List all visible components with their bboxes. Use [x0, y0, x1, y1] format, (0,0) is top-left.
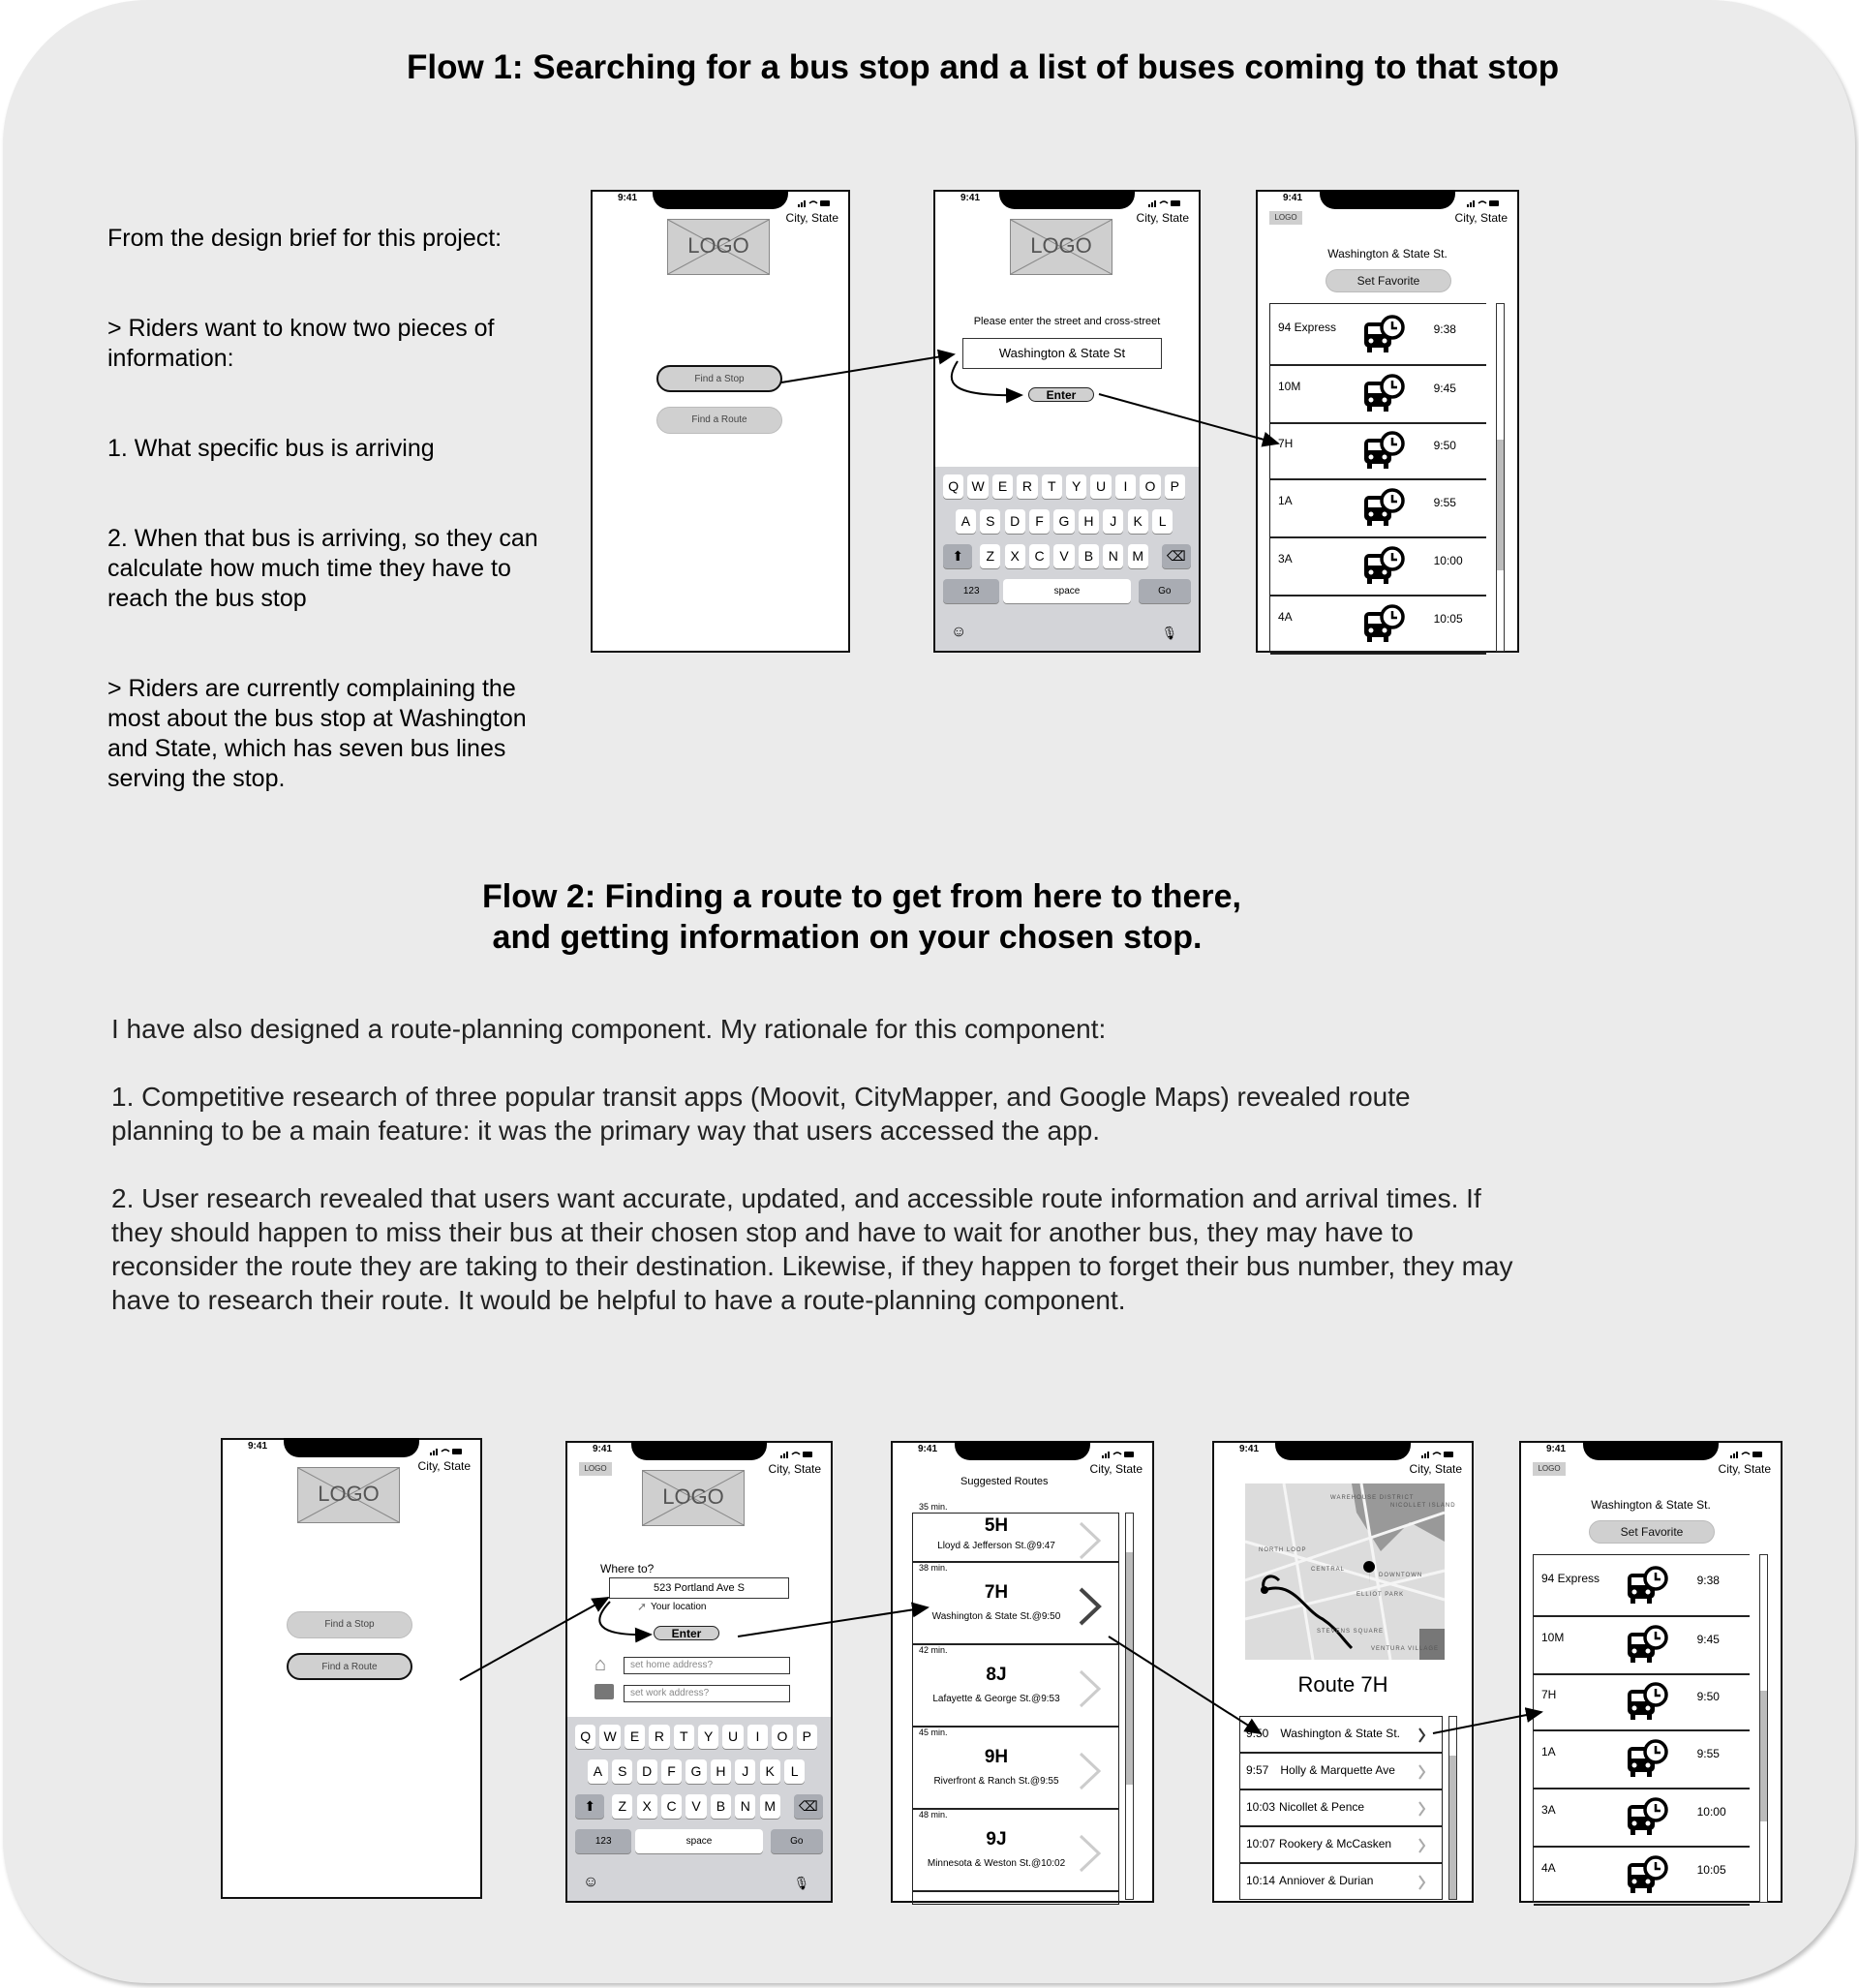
key[interactable]: Y	[1066, 474, 1086, 499]
num-key[interactable]: 123	[575, 1829, 631, 1853]
key[interactable]: M	[760, 1794, 780, 1819]
map-label: CENTRAL	[1311, 1567, 1346, 1573]
logo-text: LOGO	[318, 1482, 380, 1506]
key[interactable]: P	[797, 1725, 817, 1749]
brief-item-2: 2. When that bus is arriving, so they can calculate how much time they have to reach the bus stop	[107, 525, 538, 612]
boarding-stop: Lloyd & Jefferson St.@9:47	[937, 1541, 1055, 1551]
key[interactable]: E	[625, 1725, 645, 1749]
emoji-icon[interactable]: ☺	[583, 1874, 599, 1890]
key[interactable]: Z	[980, 544, 1000, 568]
key[interactable]: T	[1042, 474, 1062, 499]
trip-duration: 35 min.	[919, 1502, 948, 1512]
route-name: 7H	[984, 1582, 1009, 1603]
go-key[interactable]: Go	[771, 1829, 823, 1853]
stop-time: 10:14	[1246, 1874, 1276, 1887]
boarding-stop: Lafayette & George St.@9:53	[932, 1694, 1060, 1704]
flow1-title: Flow 1: Searching for a bus stop and a list of buses coming to that stop	[407, 48, 1560, 86]
brief-item-1: 1. What specific bus is arriving	[107, 435, 435, 462]
stop-name: Nicollet & Pence	[1279, 1800, 1365, 1814]
key[interactable]: X	[637, 1794, 657, 1819]
route-title: Route 7H	[1297, 1672, 1388, 1697]
location-label: City, State	[1136, 211, 1189, 225]
status-time: 9:41	[248, 1441, 268, 1452]
map-label: NICOLLET ISLAND	[1390, 1503, 1456, 1509]
trip-duration: 48 min.	[919, 1810, 948, 1820]
map-label: ELLIOT PARK	[1356, 1592, 1405, 1598]
stop-time: 10:03	[1246, 1800, 1276, 1814]
key[interactable]: W	[599, 1725, 620, 1749]
go-key[interactable]: Go	[1139, 579, 1191, 603]
backspace-key[interactable]: ⌫	[794, 1794, 823, 1819]
boarding-stop: Riverfront & Ranch St.@9:55	[933, 1776, 1059, 1787]
arrival-time: 10:00	[1696, 1805, 1726, 1819]
find-stop-button[interactable]: Find a Stop	[287, 1611, 412, 1638]
key[interactable]: U	[722, 1725, 743, 1749]
route-number: 94 Express	[1541, 1572, 1600, 1585]
key[interactable]: N	[735, 1794, 755, 1819]
arrival-time: 9:55	[1696, 1747, 1720, 1760]
key[interactable]: V	[686, 1794, 706, 1819]
stop-search-input[interactable]: Washington & State St	[962, 338, 1162, 369]
key[interactable]: A	[956, 509, 976, 534]
route-name: 9J	[986, 1829, 1007, 1850]
route-number: 4A	[1541, 1861, 1556, 1875]
key[interactable]: S	[612, 1759, 632, 1784]
brief-intro: From the design brief for this project:	[107, 225, 503, 252]
boarding-stop: Washington & State St.@9:50	[931, 1611, 1061, 1622]
key[interactable]: N	[1103, 544, 1123, 568]
stop-name: Washington & State St.	[1280, 1727, 1400, 1740]
shift-key[interactable]: ⬆	[943, 544, 972, 568]
brief-point-1: > Riders want to know two pieces of information:	[107, 315, 495, 372]
route-number: 10M	[1278, 380, 1301, 393]
arrival-time: 9:50	[1433, 439, 1456, 452]
logo-text: LOGO	[1030, 233, 1092, 258]
arrow-find-route-to-search	[460, 1598, 608, 1680]
boarding-stop: Minnesota & Weston St.@10:02	[927, 1858, 1066, 1869]
home-icon: ⌂	[594, 1654, 607, 1675]
num-key[interactable]: 123	[943, 579, 999, 603]
route-number: 7H	[1541, 1688, 1557, 1701]
location-label: City, State	[417, 1459, 471, 1473]
key[interactable]: V	[1053, 544, 1074, 568]
emoji-icon[interactable]: ☺	[951, 624, 967, 640]
location-label: City, State	[1454, 211, 1508, 225]
location-label: City, State	[1718, 1462, 1771, 1476]
key[interactable]: L	[1152, 509, 1173, 534]
find-route-button[interactable]: Find a Route	[287, 1653, 412, 1680]
arrival-time: 10:00	[1433, 554, 1463, 567]
rationale-point-1: 1. Competitive research of three popular transit apps (Moovit, CityMapper, and Google Maps) revealed route planning to be a main feature: it was the primary way that users accessed the app.	[111, 1082, 1411, 1146]
status-time: 9:41	[1546, 1444, 1567, 1454]
key[interactable]: I	[747, 1725, 768, 1749]
map-label: WAREHOUSE DISTRICT	[1330, 1495, 1415, 1501]
arrow-stop-to-detail	[1433, 1712, 1541, 1733]
key[interactable]: K	[1128, 509, 1148, 534]
search-prompt: Please enter the street and cross-street	[973, 316, 1161, 327]
small-logo: LOGO	[1533, 1462, 1566, 1476]
key[interactable]: F	[661, 1759, 682, 1784]
location-arrow-icon: ➚	[637, 1600, 648, 1613]
location-label: City, State	[1089, 1462, 1143, 1476]
key[interactable]: G	[1053, 509, 1074, 534]
arrival-time: 9:38	[1696, 1574, 1720, 1587]
key[interactable]: C	[1029, 544, 1050, 568]
arrow-enter-to-suggested	[738, 1607, 928, 1636]
stop-name: Washington & State St.	[1327, 247, 1448, 260]
location-label: City, State	[1409, 1462, 1462, 1476]
key[interactable]: D	[1005, 509, 1025, 534]
microphone-icon[interactable]: 🎙	[1161, 626, 1177, 640]
key[interactable]: K	[760, 1759, 780, 1784]
key[interactable]: W	[967, 474, 988, 499]
stop-time: 9:50	[1246, 1727, 1269, 1740]
key[interactable]: D	[637, 1759, 657, 1784]
small-logo: LOGO	[1269, 211, 1302, 225]
key[interactable]: X	[1005, 544, 1025, 568]
map-label: DOWNTOWN	[1379, 1573, 1423, 1578]
status-time: 9:41	[1283, 193, 1303, 203]
key[interactable]: U	[1090, 474, 1111, 499]
find-route-button[interactable]: Find a Route	[656, 407, 782, 434]
where-to-label: Where to?	[600, 1562, 655, 1575]
status-time: 9:41	[918, 1444, 938, 1454]
key[interactable]: B	[1079, 544, 1099, 568]
set-favorite-button[interactable]: Set Favorite	[1589, 1520, 1715, 1544]
key[interactable]: R	[649, 1725, 669, 1749]
key[interactable]: R	[1017, 474, 1037, 499]
key[interactable]: F	[1029, 509, 1050, 534]
destination-input[interactable]: 523 Portland Ave S	[609, 1577, 789, 1599]
status-time: 9:41	[593, 1444, 613, 1454]
arrow-curve-to-enter	[952, 361, 1021, 395]
trip-duration: 45 min.	[919, 1728, 948, 1737]
flow2-title-line1: Flow 2: Finding a route to get from here to there,	[482, 878, 1241, 915]
key[interactable]: L	[784, 1759, 805, 1784]
your-location-label[interactable]: Your location	[651, 1602, 707, 1612]
route-number: 94 Express	[1278, 321, 1337, 334]
brief-point-2: > Riders are currently complaining the most about the bus stop at Washington and State, which has seven bus lines serving the stop.	[107, 675, 527, 792]
small-logo: LOGO	[579, 1462, 612, 1476]
arrival-time: 9:50	[1696, 1690, 1720, 1703]
key[interactable]: Z	[612, 1794, 632, 1819]
enter-button[interactable]: Enter	[1028, 387, 1094, 402]
home-address-input[interactable]: set home address?	[624, 1657, 790, 1674]
key[interactable]: S	[980, 509, 1000, 534]
key[interactable]: A	[588, 1759, 608, 1784]
route-name: 5H	[984, 1515, 1009, 1536]
microphone-icon[interactable]: 🎙	[793, 1876, 809, 1890]
flow2-title-line2: and getting information on your chosen stop.	[492, 919, 1203, 956]
key[interactable]: B	[711, 1794, 731, 1819]
space-key[interactable]: space	[635, 1829, 762, 1853]
location-label: City, State	[785, 211, 838, 225]
stop-name: Washington & State St.	[1591, 1498, 1711, 1512]
suggested-routes-title: Suggested Routes	[960, 1476, 1049, 1487]
backspace-key[interactable]: ⌫	[1162, 544, 1191, 568]
arrival-time: 10:05	[1433, 612, 1463, 626]
shift-key[interactable]: ⬆	[575, 1794, 604, 1819]
arrow-curve-to-enter-2	[599, 1602, 651, 1635]
find-stop-button[interactable]: Find a Stop	[656, 365, 782, 392]
route-number: 1A	[1541, 1745, 1556, 1759]
key[interactable]: H	[711, 1759, 731, 1784]
stop-time: 9:57	[1246, 1763, 1269, 1777]
key[interactable]: O	[1140, 474, 1160, 499]
map-label: VENTURA VILLAGE	[1371, 1646, 1440, 1652]
route-number: 4A	[1278, 610, 1293, 624]
route-number: 1A	[1278, 494, 1293, 507]
stop-name: Holly & Marquette Ave	[1280, 1763, 1395, 1777]
enter-button[interactable]: Enter	[654, 1626, 719, 1640]
rationale-intro: I have also designed a route-planning component. My rationale for this component:	[111, 1014, 1107, 1044]
key[interactable]: E	[992, 474, 1013, 499]
work-address-input[interactable]: set work address?	[624, 1685, 790, 1702]
map-label: NORTH LOOP	[1259, 1547, 1307, 1553]
route-number: 10M	[1541, 1631, 1565, 1644]
key[interactable]: Y	[698, 1725, 718, 1749]
key[interactable]: G	[686, 1759, 706, 1784]
route-number: 3A	[1541, 1803, 1556, 1817]
arrival-time: 10:05	[1696, 1863, 1726, 1877]
stop-time: 10:07	[1246, 1837, 1276, 1850]
rationale-point-2: 2. User research revealed that users want accurate, updated, and accessible route information and arrival times. If they should happen to miss their bus at their chosen stop and have to wait for another bus, they may have to reconsider the route they are taking to their destination. Likewise, if they happen to forget their bus number, they may have to research their route. It would be helpful to have a route-planning component.	[111, 1183, 1513, 1315]
arrival-time: 9:38	[1433, 322, 1456, 336]
status-time: 9:41	[1239, 1444, 1260, 1454]
key[interactable]: C	[661, 1794, 682, 1819]
key[interactable]: P	[1165, 474, 1185, 499]
arrow-7h-to-route	[1109, 1636, 1261, 1733]
stop-name: Anniover & Durian	[1279, 1874, 1374, 1887]
map-label: STEVENS SQUARE	[1317, 1629, 1385, 1635]
key[interactable]: O	[772, 1725, 792, 1749]
arrival-time: 9:45	[1433, 382, 1456, 395]
route-name: 9H	[984, 1747, 1009, 1767]
location-label: City, State	[768, 1462, 821, 1476]
space-key[interactable]: space	[1003, 579, 1130, 603]
key[interactable]: M	[1128, 544, 1148, 568]
key[interactable]: Q	[575, 1725, 595, 1749]
set-favorite-button[interactable]: Set Favorite	[1326, 269, 1451, 292]
key[interactable]: J	[735, 1759, 755, 1784]
key[interactable]: Q	[943, 474, 963, 499]
key[interactable]: T	[674, 1725, 694, 1749]
route-name: 8J	[986, 1665, 1007, 1685]
arrow-find-stop-to-search	[781, 354, 954, 382]
key[interactable]: J	[1103, 509, 1123, 534]
arrow-enter-to-7h	[1099, 394, 1278, 443]
key[interactable]: I	[1115, 474, 1136, 499]
logo-text: LOGO	[687, 233, 749, 258]
route-number: 3A	[1278, 552, 1293, 566]
arrival-time: 9:45	[1696, 1633, 1720, 1646]
logo-text: LOGO	[662, 1484, 724, 1509]
key[interactable]: H	[1079, 509, 1099, 534]
status-time: 9:41	[618, 193, 638, 203]
arrival-time: 9:55	[1433, 496, 1456, 509]
stop-name: Rookery & McCasken	[1279, 1837, 1392, 1850]
route-number: 7H	[1278, 437, 1294, 450]
trip-duration: 42 min.	[919, 1645, 948, 1655]
status-time: 9:41	[960, 193, 981, 203]
trip-duration: 38 min.	[919, 1563, 948, 1573]
